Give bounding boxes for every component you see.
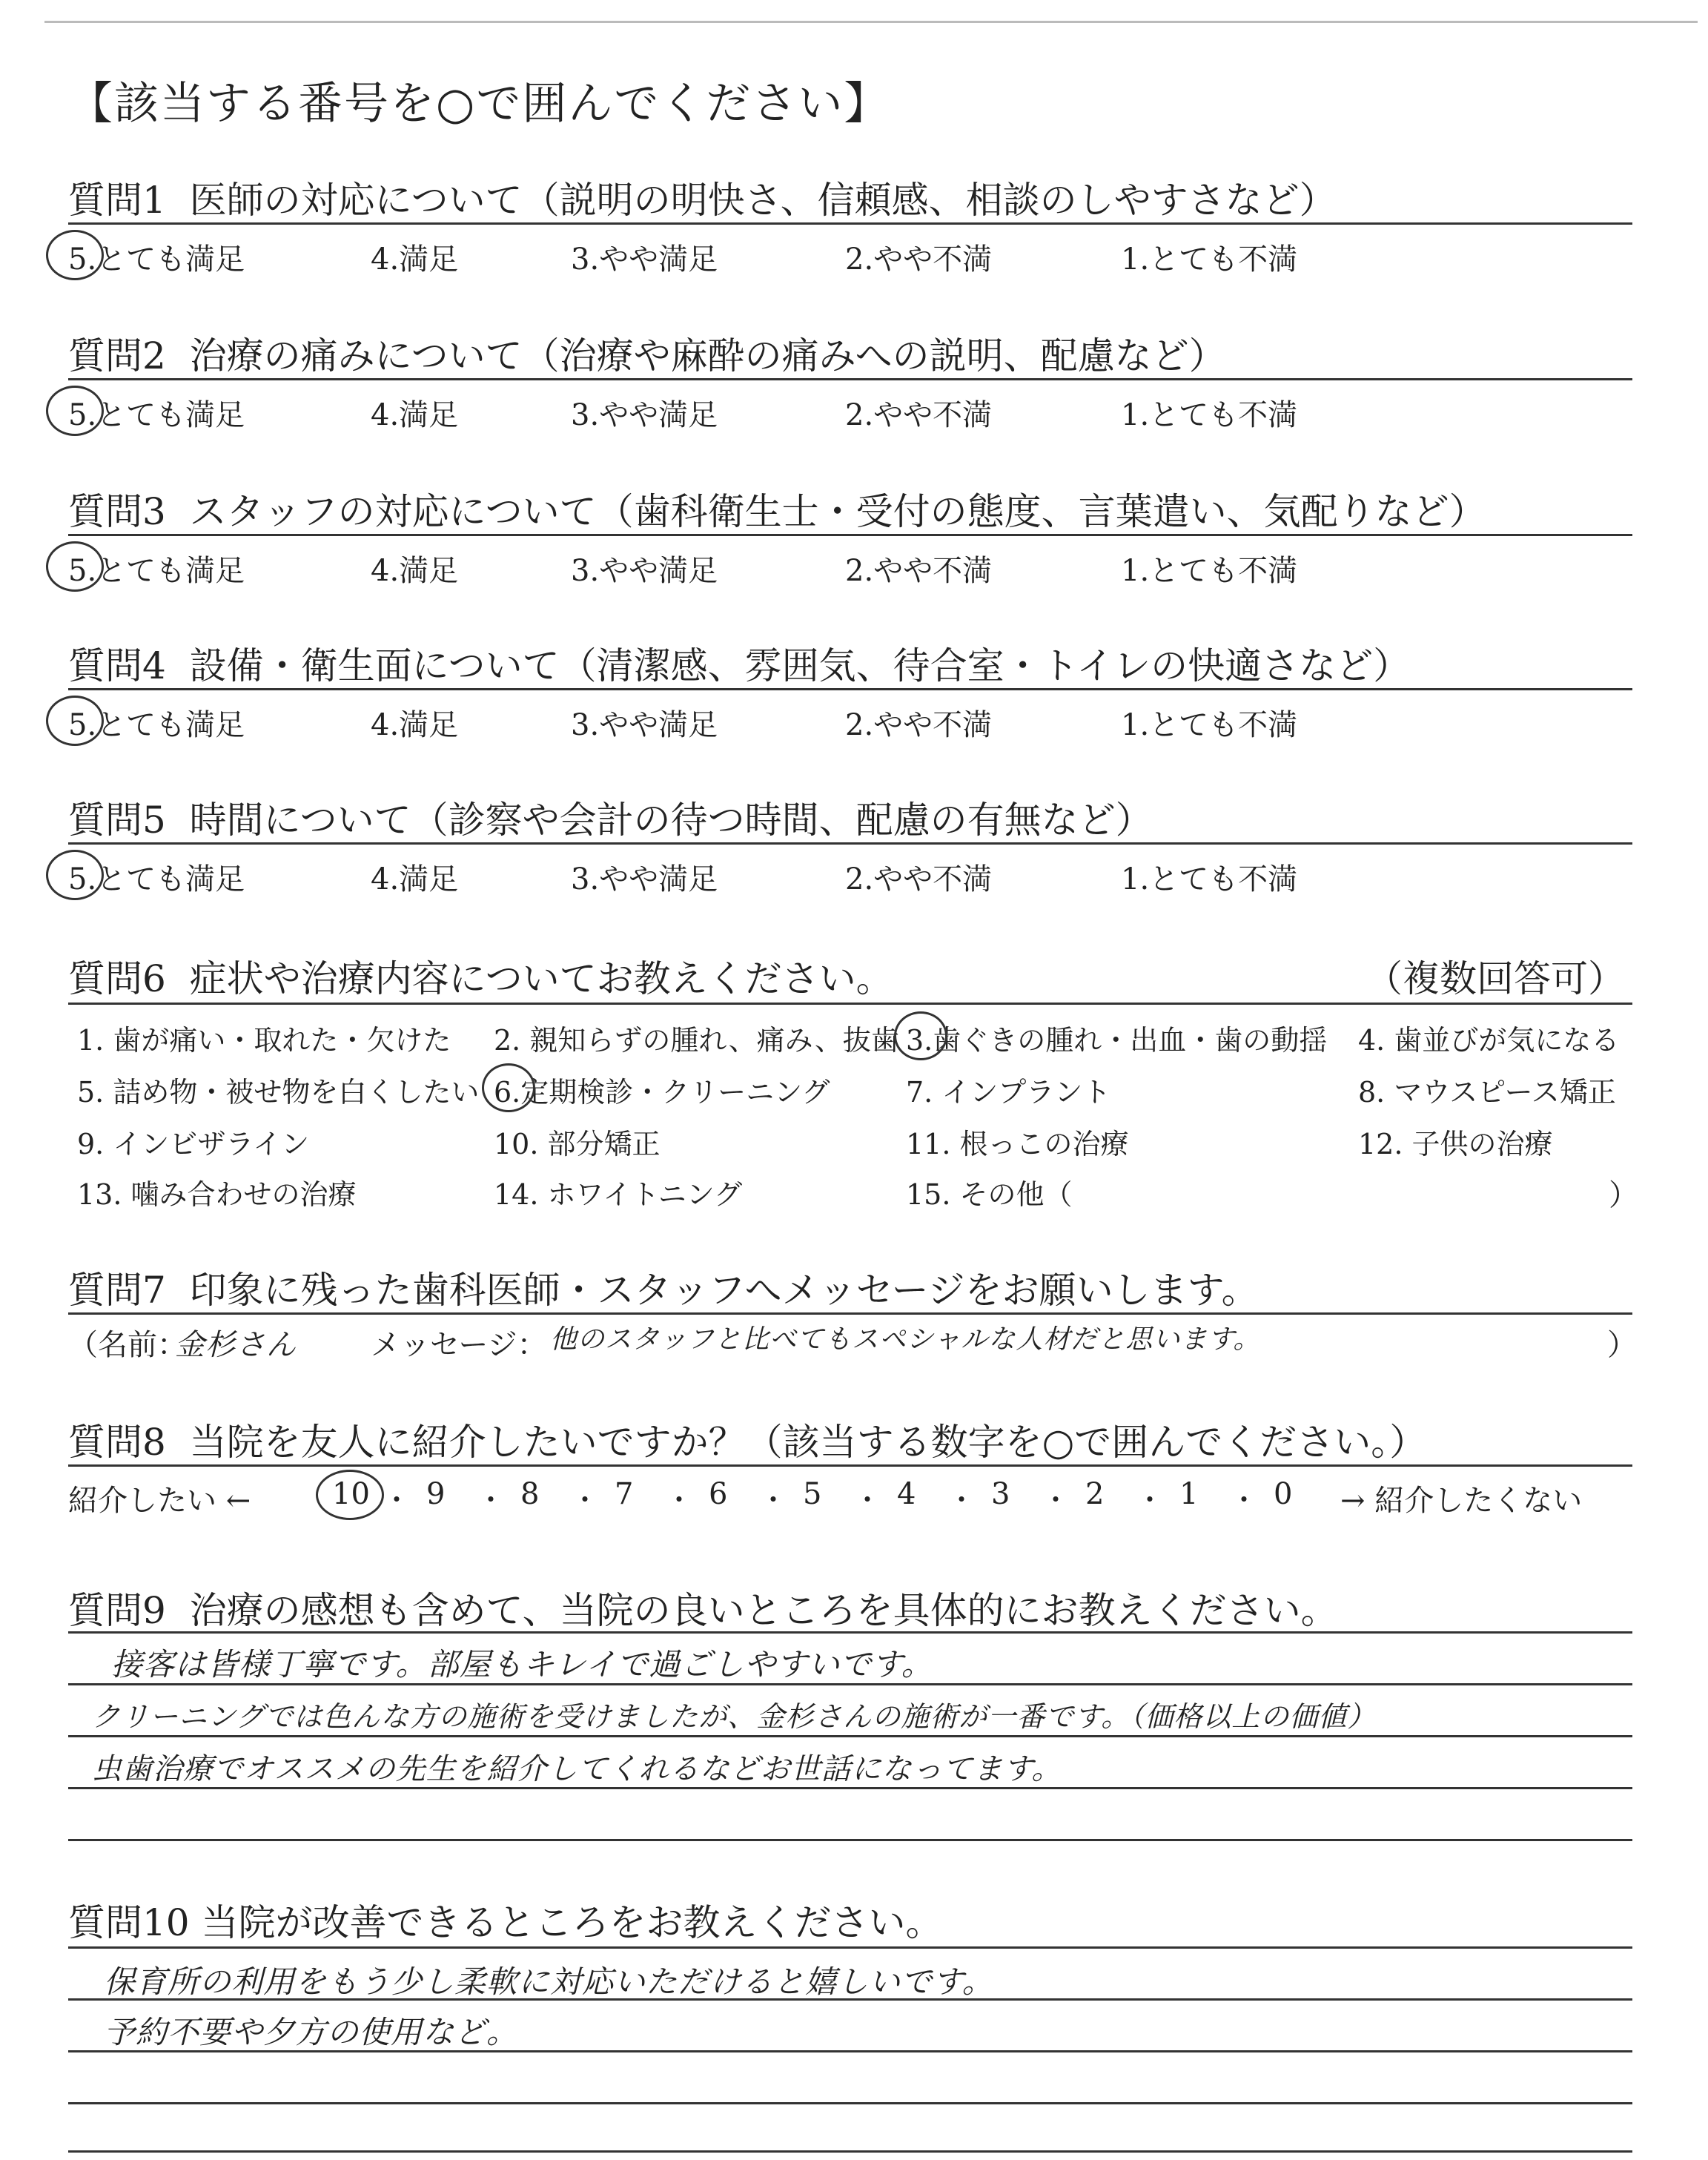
q8-scale-value[interactable]: 3	[991, 1477, 1010, 1511]
q9-answer-line: 接客は皆様丁寧です。部屋もキレイで過ごしやすいです。	[111, 1646, 933, 1682]
q7-text: 印象に残った歯科医師・スタッフへメッセージをお願いします。	[189, 1269, 1259, 1312]
rating-option[interactable]: 5.とても満足	[68, 862, 245, 896]
selection-circle	[46, 386, 104, 436]
selection-circle	[46, 850, 104, 900]
q6-option[interactable]: 10. 部分矯正	[494, 1128, 661, 1160]
q6-option[interactable]: 11. 根っこの治療	[906, 1128, 1129, 1160]
page-title: 【該当する番号を○で囲んでください】	[68, 78, 890, 130]
q6-option[interactable]: 15. その他（	[906, 1178, 1073, 1211]
q8-scale-value[interactable]: 2	[1085, 1477, 1105, 1511]
selection-circle	[46, 230, 104, 280]
rating-option[interactable]: 4.満足	[371, 554, 459, 588]
rating-option[interactable]: 1.とても不満	[1121, 862, 1298, 896]
q7-close: ）	[1607, 1328, 1637, 1362]
rating-option[interactable]: 2.やや不満	[845, 862, 993, 896]
rating-option[interactable]: 4.満足	[371, 242, 459, 277]
q7-rule	[68, 1312, 1632, 1315]
selection-circle	[316, 1470, 384, 1520]
q6-option[interactable]: 7. インプラント	[906, 1076, 1111, 1109]
q6-option[interactable]: 14. ホワイトニング	[494, 1178, 743, 1211]
q1-rule	[68, 222, 1632, 225]
q4-rule	[68, 688, 1632, 690]
rating-option[interactable]: 5.とても満足	[68, 398, 245, 432]
q6-note: （複数回答可）	[1366, 957, 1625, 1000]
q4-text: 設備・衛生面について（清潔感、雰囲気、待合室・トイレの快適さなど）	[189, 644, 1411, 687]
q8-scale-value[interactable]: 1	[1179, 1477, 1199, 1511]
q9-rule-2	[68, 1735, 1632, 1737]
rating-option[interactable]: 3.やや満足	[571, 242, 718, 277]
q8-separator-dot: ・	[571, 1484, 600, 1516]
selection-circle	[894, 1011, 947, 1060]
q2-label: 質問2	[68, 334, 166, 377]
q8-separator-dot: ・	[665, 1484, 694, 1516]
q8-separator-dot: ・	[947, 1484, 976, 1516]
q6-other-close: ）	[1609, 1178, 1638, 1212]
q1-text: 医師の対応について（説明の明快さ、信頼感、相談のしやすさなど）	[189, 179, 1337, 222]
q10-rule-4	[68, 2150, 1632, 2153]
q8-separator-dot: ・	[477, 1484, 506, 1516]
q6-label: 質問6	[68, 957, 166, 1000]
q4-heading	[68, 636, 1410, 690]
rating-option[interactable]: 2.やや不満	[845, 708, 993, 742]
q8-right-label: → 紹介したくない	[1340, 1484, 1583, 1518]
q10-text: 当院が改善できるところをお教えください。	[201, 1901, 943, 1944]
q2-rule	[68, 378, 1632, 380]
q9-answer-line: クリーニングでは色んな方の施術を受けましたが、金杉さんの施術が一番です。（価格以上の価値）	[92, 1700, 1377, 1733]
rating-option[interactable]: 1.とても不満	[1121, 242, 1298, 277]
q8-left-label: 紹介したい ←	[68, 1484, 251, 1518]
rating-option[interactable]: 3.やや満足	[571, 708, 718, 742]
rating-option[interactable]: 1.とても不満	[1121, 708, 1298, 742]
q8-separator-dot: ・	[1230, 1484, 1259, 1516]
q6-option[interactable]: 8. マウスピース矯正	[1358, 1076, 1616, 1109]
q10-rule-0	[68, 1946, 1632, 1949]
q1-label: 質問1	[68, 179, 166, 222]
rating-option[interactable]: 4.満足	[371, 708, 459, 742]
q7-heading	[68, 1261, 1259, 1314]
q5-heading	[68, 790, 1153, 844]
rating-option[interactable]: 3.やや満足	[571, 862, 718, 896]
q7-message-value: 他のスタッフと比べてもスペシャルな人材だと思います。	[550, 1324, 1261, 1355]
q6-option[interactable]: 13. 噛み合わせの治療	[77, 1178, 357, 1211]
q4-label: 質問4	[68, 644, 166, 687]
q9-label: 質問9	[68, 1589, 166, 1632]
q8-heading	[68, 1413, 1426, 1466]
q7-name-label: （名前：	[68, 1328, 187, 1362]
q10-rule-3	[68, 2102, 1632, 2104]
q7-label: 質問7	[68, 1269, 166, 1312]
q9-rule-4	[68, 1839, 1632, 1841]
q8-rule	[68, 1464, 1632, 1467]
rating-option[interactable]: 2.やや不満	[845, 554, 993, 588]
q10-label: 質問10	[68, 1901, 190, 1944]
q8-separator-dot: ・	[759, 1484, 788, 1516]
q9-heading	[68, 1581, 1338, 1634]
q6-option[interactable]: 5. 詰め物・被せ物を白くしたい	[77, 1076, 480, 1109]
q6-option[interactable]: 2. 親知らずの腫れ、痛み、抜歯	[494, 1024, 899, 1057]
rating-option[interactable]: 2.やや不満	[845, 398, 993, 432]
q3-rule	[68, 534, 1632, 536]
q6-option[interactable]: 3.歯ぐきの腫れ・出血・歯の動揺	[906, 1024, 1328, 1057]
q8-separator-dot: ・	[1042, 1484, 1070, 1516]
rating-option[interactable]: 5.とても満足	[68, 242, 245, 277]
q10-answer-line: 予約不要や夕方の使用など。	[104, 2014, 519, 2050]
q6-option[interactable]: 12. 子供の治療	[1358, 1128, 1553, 1160]
q8-separator-dot: ・	[1136, 1484, 1165, 1516]
q10-answer-line: 保育所の利用をもう少し柔軟に対応いただけると嬉しいです。	[104, 1964, 994, 2000]
q8-scale-value[interactable]: 7	[615, 1477, 634, 1511]
q3-label: 質問3	[68, 490, 166, 533]
q5-rule	[68, 842, 1632, 845]
q3-text: スタッフの対応について（歯科衛生士・受付の態度、言葉遣い、気配りなど）	[189, 490, 1486, 533]
q8-scale-value[interactable]: 9	[426, 1477, 446, 1511]
q8-separator-dot: ・	[853, 1484, 882, 1516]
q8-scale-value[interactable]: 4	[897, 1477, 916, 1511]
rating-option[interactable]: 1.とても不満	[1121, 554, 1298, 588]
q6-option[interactable]: 1. 歯が痛い・取れた・欠けた	[77, 1024, 451, 1057]
q8-scale-value[interactable]: 5	[803, 1477, 822, 1511]
rating-option[interactable]: 4.満足	[371, 398, 459, 432]
q7-name-value: 金杉さん	[175, 1328, 297, 1362]
q5-text: 時間について（診察や会計の待つ時間、配慮の有無など）	[189, 799, 1153, 842]
q6-option[interactable]: 6.定期検診・クリーニング	[494, 1076, 830, 1109]
rating-option[interactable]: 1.とても不満	[1121, 398, 1298, 432]
q6-heading	[68, 949, 893, 1003]
q8-scale-value[interactable]: 10	[332, 1477, 370, 1511]
top-border	[44, 21, 1698, 23]
selection-circle	[46, 541, 104, 592]
rating-option[interactable]: 4.満足	[371, 862, 459, 896]
q1-heading	[68, 171, 1337, 224]
q6-text: 症状や治療内容についてお教えください。	[189, 957, 893, 1000]
q6-option[interactable]: 4. 歯並びが気になる	[1358, 1024, 1620, 1057]
q10-heading	[68, 1893, 943, 1946]
q3-heading	[68, 482, 1486, 535]
q8-text: 当院を友人に紹介したいですか？（該当する数字を○で囲んでください。）	[189, 1421, 1427, 1464]
rating-option[interactable]: 5.とても満足	[68, 708, 245, 742]
q7-message-label: メッセージ：	[371, 1328, 547, 1362]
rating-option[interactable]: 5.とても満足	[68, 554, 245, 588]
q2-text: 治療の痛みについて（治療や麻酔の痛みへの説明、配慮など）	[189, 334, 1226, 377]
q8-scale-value[interactable]: 6	[709, 1477, 728, 1511]
q8-label: 質問8	[68, 1421, 166, 1464]
q8-scale-value[interactable]: 0	[1274, 1477, 1293, 1511]
selection-circle	[46, 696, 104, 746]
q2-heading	[68, 326, 1226, 380]
q9-rule-0	[68, 1631, 1632, 1634]
q6-option[interactable]: 9. インビザライン	[77, 1128, 310, 1160]
q8-separator-dot: ・	[383, 1484, 411, 1516]
rating-option[interactable]: 3.やや満足	[571, 398, 718, 432]
q9-answer-line: 虫歯治療でオススメの先生を紹介してくれるなどお世話になってます。	[92, 1752, 1062, 1786]
rating-option[interactable]: 3.やや満足	[571, 554, 718, 588]
q9-text: 治療の感想も含めて、当院の良いところを具体的にお教えください。	[189, 1589, 1338, 1632]
q6-rule	[68, 1003, 1632, 1005]
rating-option[interactable]: 2.やや不満	[845, 242, 993, 277]
q5-label: 質問5	[68, 799, 166, 842]
q8-scale-value[interactable]: 8	[520, 1477, 540, 1511]
selection-circle	[482, 1063, 535, 1112]
